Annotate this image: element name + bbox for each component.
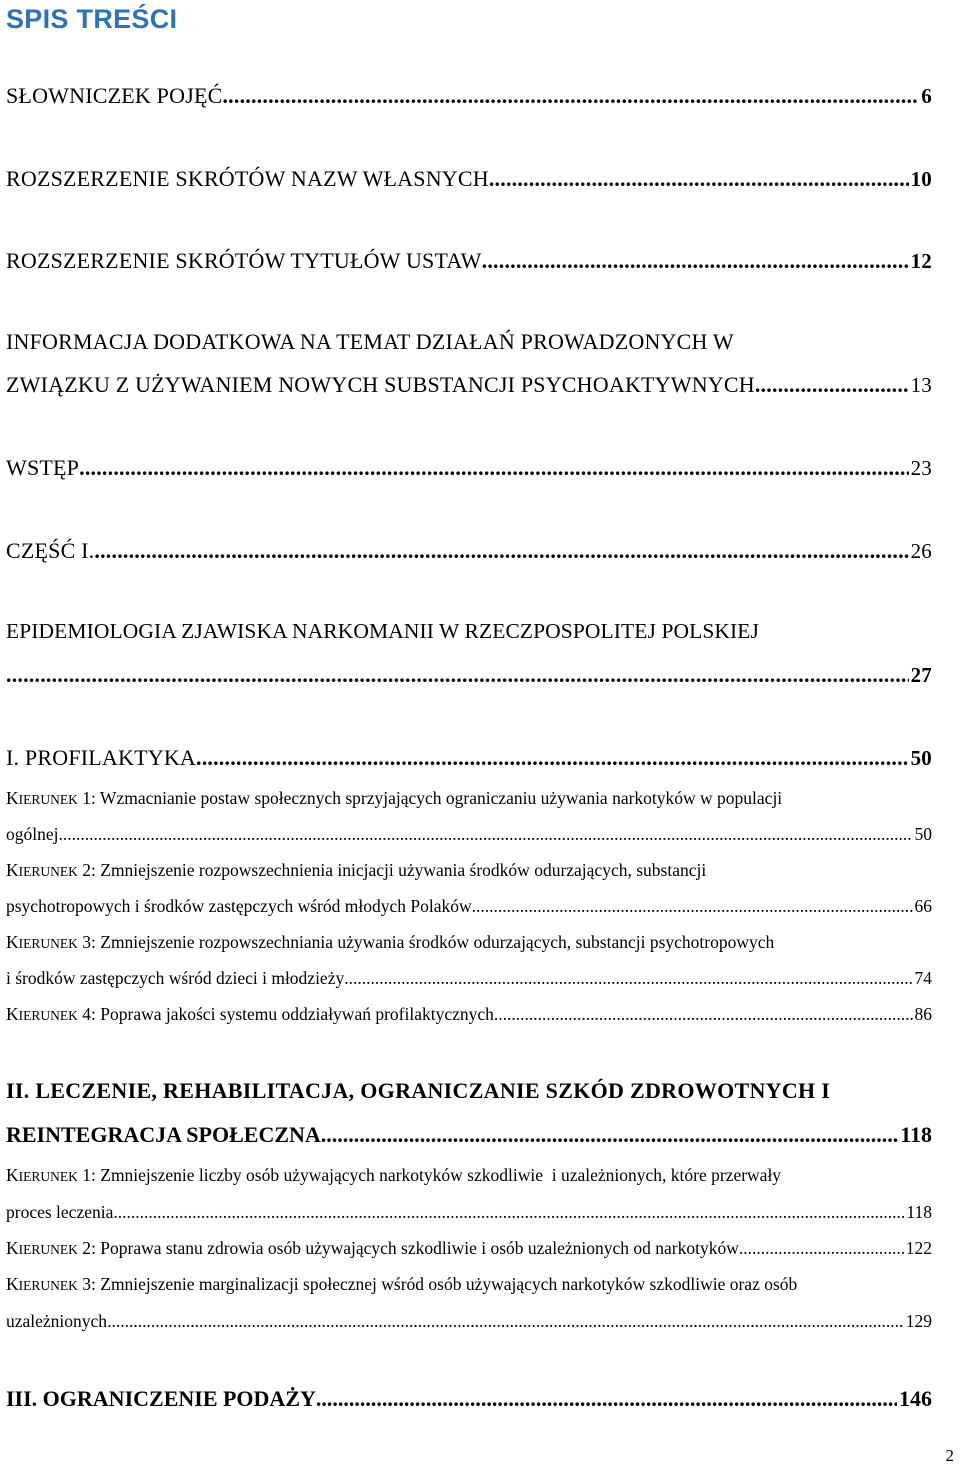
kierunek-prefix-rest: IERUNEK (18, 1169, 78, 1184)
toc-entry-title (6, 1004, 494, 1025)
toc-page-number: 27 (910, 663, 932, 687)
toc-entry-title: I. PROFILAKTYKA (6, 745, 196, 770)
leader-dots (113, 1202, 904, 1223)
kierunek-prefix-initial: K (6, 1165, 19, 1185)
toc-entry-p-kierunek-1-line1[interactable] (6, 788, 782, 809)
toc-entry-podaz[interactable] (6, 1386, 932, 1412)
leader-dots (59, 824, 913, 845)
toc-entry-title: CZĘŚĆ I. (6, 538, 95, 563)
toc-entry-title-text: 2: Poprawa stanu zdrowia osób używających szkodliwie i osób uzależnionych od narkotyków (77, 1238, 739, 1258)
kierunek-prefix-initial: K (6, 788, 19, 808)
leader-dots (222, 83, 919, 109)
leader-dots (755, 372, 909, 398)
toc-entry-p-kierunek-1[interactable] (6, 824, 932, 845)
toc-entry-p-kierunek-2-line1[interactable] (6, 860, 706, 881)
toc-page-number: 122 (905, 1238, 932, 1258)
toc-entry-title: 3: Zmniejszenie rozpowszechniania używania środków odurzających, substancji psychotropowych (77, 932, 775, 952)
toc-entry-title-cont: psychotropowych i środków zastępczych wśród młodych Polaków (6, 896, 472, 916)
toc-entry-l-kierunek-2[interactable] (6, 1238, 932, 1259)
kierunek-prefix-rest: IERUNEK (18, 1278, 78, 1293)
toc-entry-title (6, 1238, 739, 1259)
kierunek-prefix-rest: IERUNEK (18, 936, 78, 951)
toc-entry-wstep[interactable] (6, 455, 932, 481)
toc-page-number: 118 (900, 1122, 932, 1147)
toc-entry-title-cont: i środków zastępczych wśród dzieci i młodzieży (6, 968, 345, 988)
toc-page-number: 26 (910, 539, 932, 563)
toc-entry-slowniczek[interactable] (6, 83, 932, 109)
leader-dots (489, 166, 909, 192)
toc-page-number: 10 (910, 167, 932, 191)
toc-page-number: 6 (921, 84, 932, 108)
toc-heading: SPIS TREŚCI (6, 4, 178, 34)
leader-dots (472, 896, 913, 917)
kierunek-prefix-initial: K (6, 1274, 19, 1294)
toc-entry-title-cont: proces leczenia (6, 1202, 114, 1222)
leader-dots (321, 1122, 898, 1148)
toc-entry-title: III. OGRANICZENIE PODAŻY (6, 1386, 316, 1411)
leader-dots (79, 455, 908, 481)
toc-entry-title-text: 4: Poprawa jakości systemu oddziaływań profilaktycznych (77, 1004, 494, 1024)
toc-entry-p-kierunek-3[interactable] (6, 968, 932, 989)
toc-entry-czesc-1[interactable] (6, 538, 932, 564)
leader-dots (107, 1311, 904, 1332)
kierunek-prefix-initial: K (6, 932, 19, 952)
toc-page-number: 118 (906, 1202, 932, 1222)
toc-page-number: 50 (914, 824, 932, 844)
toc-entry-title: WSTĘP (6, 455, 80, 480)
toc-page-number: 66 (914, 896, 932, 916)
toc-entry-leczenie[interactable] (6, 1122, 932, 1148)
toc-entry-leczenie-line1[interactable]: II. LECZENIE, REHABILITACJA, OGRANICZANIE SZKÓD ZDROWOTNYCH I (6, 1078, 831, 1103)
toc-entry-title: 3: Zmniejszenie marginalizacji społecznej wśród osób używających narkotyków szkodliwie oraz osób (77, 1274, 798, 1294)
toc-page-number: 86 (914, 1004, 932, 1024)
toc-page-number: 50 (910, 746, 932, 770)
kierunek-prefix-initial: K (6, 860, 19, 880)
kierunek-prefix-initial: K (6, 1238, 19, 1258)
leader-dots (196, 745, 909, 771)
toc-entry-l-kierunek-1[interactable] (6, 1202, 932, 1223)
leader-dots (494, 1004, 913, 1025)
toc-entry-l-kierunek-3-line1[interactable] (6, 1274, 797, 1295)
toc-entry-title-cont: ogólnej (6, 824, 59, 844)
kierunek-prefix-rest: IERUNEK (18, 864, 78, 879)
leader-dots (482, 248, 909, 274)
toc-entry-informacja-line1[interactable]: INFORMACJA DODATKOWA NA TEMAT DZIAŁAŃ PROWADZONYCH W (6, 329, 734, 354)
toc-entry-epidemiologia[interactable] (6, 662, 932, 688)
leader-dots (6, 662, 909, 688)
toc-page-number: 12 (910, 249, 932, 273)
toc-page-number: 146 (899, 1386, 932, 1411)
toc-entry-title: 1: Zmniejszenie liczby osób używających narkotyków szkodliwie i uzależnionych, które przerwały (77, 1165, 782, 1185)
toc-entry-title: 1: Wzmacnianie postaw społecznych sprzyjających ograniczaniu używania narkotyków w populacji (77, 788, 783, 808)
toc-entry-p-kierunek-2[interactable] (6, 896, 932, 917)
kierunek-prefix-initial: K (6, 1004, 19, 1024)
toc-entry-l-kierunek-3[interactable] (6, 1311, 932, 1332)
toc-entry-title: 2: Zmniejszenie rozpowszechnienia inicjacji używania środków odurzających, substancji (77, 860, 707, 880)
toc-entry-epidemiologia-line1[interactable]: EPIDEMIOLOGIA ZJAWISKA NARKOMANII W RZECZPOSPOLITEJ POLSKIEJ (6, 619, 759, 643)
page-number: 2 (945, 1446, 954, 1465)
toc-entry-title: ROZSZERZENIE SKRÓTÓW TYTUŁÓW USTAW (6, 248, 482, 273)
toc-entry-l-kierunek-1-line1[interactable] (6, 1165, 781, 1186)
kierunek-prefix-rest: IERUNEK (18, 1008, 78, 1023)
kierunek-prefix-rest: IERUNEK (18, 1242, 78, 1257)
leader-dots (344, 968, 912, 989)
toc-entry-title: ZWIĄZKU Z UŻYWANIEM NOWYCH SUBSTANCJI PSYCHOAKTYWNYCH (6, 372, 755, 397)
toc-entry-title: ROZSZERZENIE SKRÓTÓW NAZW WŁASNYCH (6, 166, 489, 191)
leader-dots (316, 1386, 897, 1412)
toc-entry-profilaktyka[interactable] (6, 745, 932, 771)
toc-entry-skroty-ustaw[interactable] (6, 248, 932, 274)
toc-page-number: 13 (910, 373, 932, 397)
kierunek-prefix-rest: IERUNEK (18, 792, 78, 807)
toc-entry-title: SŁOWNICZEK POJĘĆ (6, 83, 223, 108)
toc-page-number: 129 (905, 1311, 932, 1331)
toc-entry-informacja[interactable] (6, 372, 932, 398)
toc-entry-p-kierunek-3-line1[interactable] (6, 932, 774, 953)
toc-entry-p-kierunek-4[interactable] (6, 1004, 932, 1025)
toc-page-number: 74 (914, 968, 932, 988)
toc-entry-skroty-nazw[interactable] (6, 166, 932, 192)
leader-dots (94, 538, 908, 564)
toc-page-number: 23 (910, 456, 932, 480)
toc-entry-title: REINTEGRACJA SPOŁECZNA (6, 1122, 321, 1147)
leader-dots (739, 1238, 904, 1259)
toc-entry-title-cont: uzależnionych (6, 1311, 108, 1331)
